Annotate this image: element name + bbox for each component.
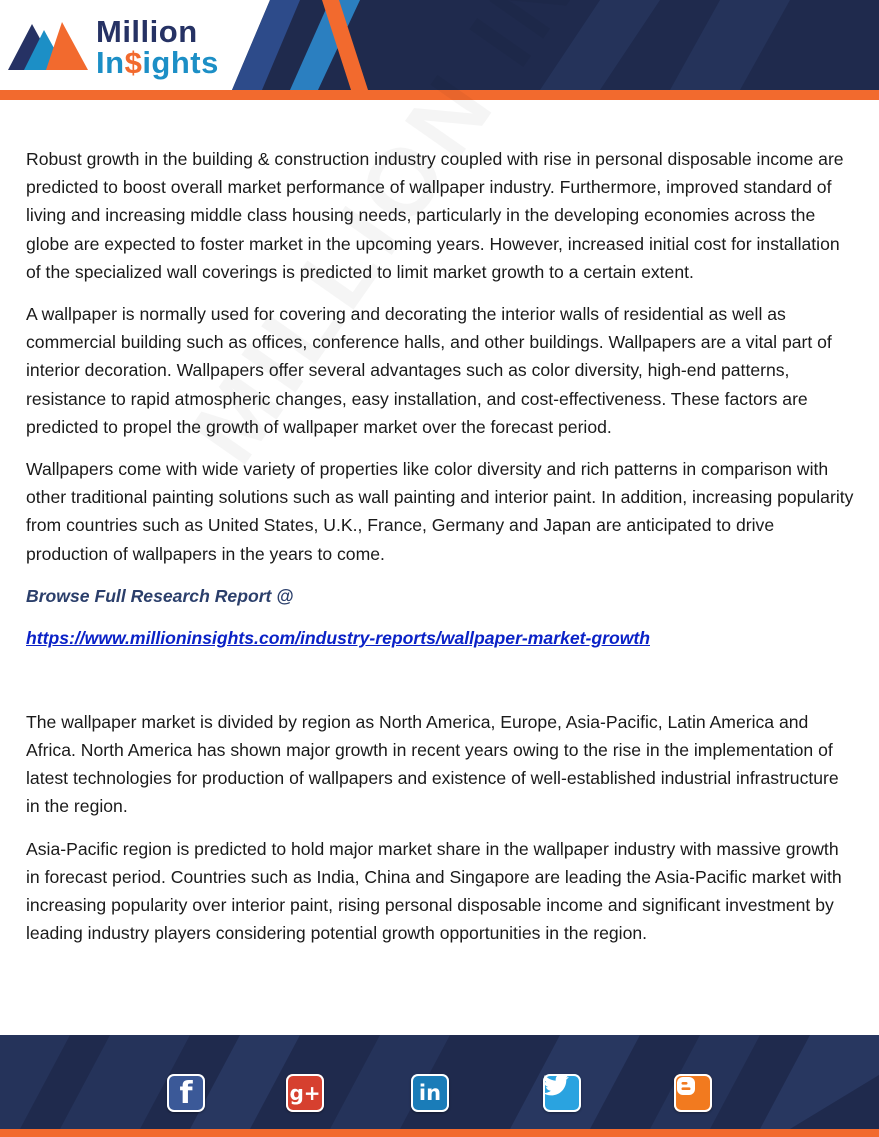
twitter-icon[interactable] [543,1074,581,1112]
paragraph: Wallpapers come with wide variety of properties like color diversity and rich patterns in comparison with other traditional painting solutions such as wall painting and interior paint. In addition, increasing popularity from countries such as United States, U.K., France, Germany and Japan are anticipated to drive production of wallpapers in the years to come. [26,459,854,564]
logo-text-line2 [96,47,219,78]
logo-text-part: ights [142,45,219,80]
paragraph: Robust growth in the building & construction industry coupled with rise in personal disposable income are predicted to boost overall market performance of wallpaper industry. Furthermore, improved standard of living and increasing middle class housing needs, particularly in the developing economies across the globe are expected to foster market in the upcoming years. However, increased initial cost for installation of the specialized wall coverings is predicted to limit market growth to a certain extent. [26,149,844,282]
logo-dollar-glyph: $ [124,45,143,80]
report-link[interactable]: https://www.millioninsights.com/industry-reports/wallpaper-market-growth [26,627,650,648]
blogger-b-icon [674,1074,698,1098]
page-footer [0,1035,879,1137]
logo-wordmark [96,16,219,78]
paragraph: The wallpaper market is divided by region as North America, Europe, Asia-Pacific, Latin America and Africa. North America has shown major growth in recent years owing to the rise in the implementation of latest technologies for production of wallpapers and existence of well-established industrial infrastructure in the region. [26,711,839,817]
report-link-container [26,624,856,652]
linkedin-icon[interactable] [411,1074,449,1112]
paragraph: Asia-Pacific region is predicted to hold major market share in the wallpaper industry with massive growth in forecast period. Countries such as India, China and Singapore are leading the Asia-Pacific market with increasing popularity over interior paint, rising personal disposable income and significant investment by leading industry players considering potential growth opportunities in the region. [26,838,842,944]
brand-logo[interactable] [8,16,223,80]
google-plus-icon[interactable] [286,1074,324,1112]
article-body [26,145,856,961]
linkedin-glyph: in [418,1081,442,1105]
logo-text-line1: Million [96,14,198,49]
page-header [0,0,879,102]
logo-mountain-icon [8,16,88,70]
browse-report-label: Browse Full Research Report @ [26,585,294,606]
paragraph: A wallpaper is normally used for covering and decorating the interior walls of residential as well as commercial building such as offices, conference halls, and other buildings. Wallpapers are a vital part of interior decoration. Wallpapers offer several advantages such as color diversity, high-end patterns, resistance to rapid atmospheric changes, easy installation, and cost-effectiveness. These factors are predicted to propel the growth of wallpaper market over the forecast period. [26,304,832,437]
facebook-icon[interactable] [167,1074,205,1112]
blogger-icon[interactable] [674,1074,712,1112]
logo-text-part: In [96,45,125,80]
google-plus-glyph: g+ [289,1081,321,1105]
facebook-glyph: f [179,1075,193,1111]
twitter-bird-icon [543,1074,569,1096]
